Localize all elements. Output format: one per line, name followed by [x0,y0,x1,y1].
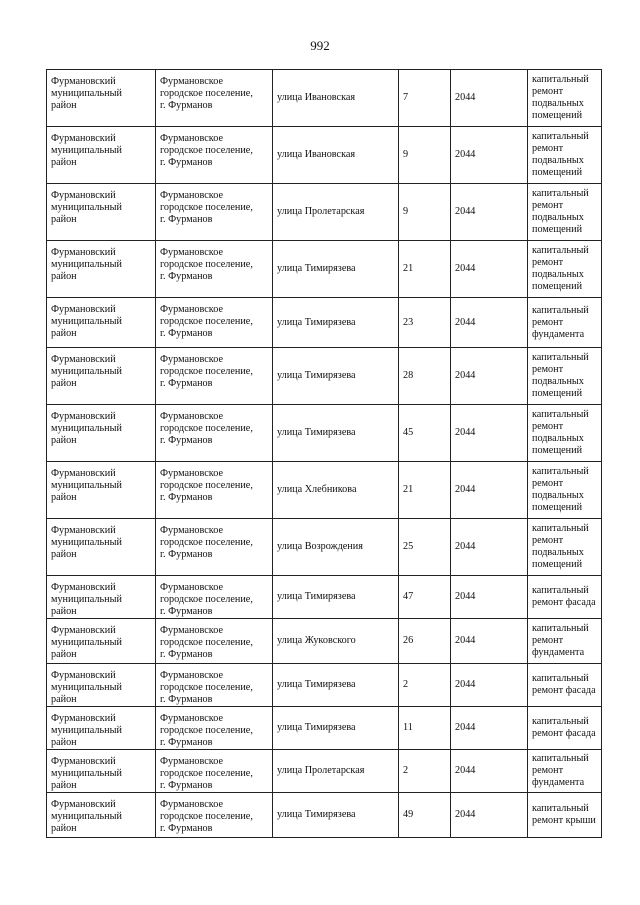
cell-settlement-text: Фурмановское городское поселение, г. Фурманов [160,713,253,748]
cell-settlement [156,707,273,750]
cell-house-number-text: 47 [403,591,414,602]
cell-settlement [156,519,273,576]
cell-street [273,405,399,462]
cell-street-text: улица Тимирязева [277,427,356,438]
cell-year [451,70,528,127]
cell-repair-type-text: капитальный ремонт подвальных помещений [532,74,589,121]
cell-house-number [399,348,451,405]
cell-settlement [156,462,273,519]
cell-settlement [156,750,273,793]
cell-year [451,793,528,838]
cell-district-text: Фурмановский муниципальный район [51,713,122,748]
cell-year-text: 2044 [455,263,476,274]
cell-house-number-text: 9 [403,149,409,160]
cell-street [273,619,399,664]
cell-district [47,462,156,519]
cell-repair-type-text: капитальный ремонт подвальных помещений [532,131,589,178]
table-row [47,184,602,241]
cell-settlement-text: Фурмановское городское поселение, г. Фурманов [160,247,253,282]
cell-settlement [156,664,273,707]
cell-house-number-text: 2 [403,765,409,776]
cell-district-text: Фурмановский муниципальный район [51,468,122,503]
cell-repair-type [528,707,602,750]
cell-year [451,576,528,619]
cell-repair-type-text: капитальный ремонт подвальных помещений [532,409,589,456]
cell-repair-type [528,619,602,664]
cell-street-text: улица Тимирязева [277,591,356,602]
cell-year [451,519,528,576]
cell-repair-type-text: капитальный ремонт фасада [532,673,596,696]
cell-settlement-text: Фурмановское городское поселение, г. Фурманов [160,468,253,503]
cell-house-number [399,184,451,241]
cell-settlement [156,405,273,462]
cell-repair-type [528,70,602,127]
cell-district [47,405,156,462]
cell-street [273,793,399,838]
cell-year [451,184,528,241]
cell-year [451,462,528,519]
cell-street-text: улица Ивановская [277,92,356,103]
cell-district [47,241,156,298]
cell-year-text: 2044 [455,92,476,103]
cell-settlement-text: Фурмановское городское поселение, г. Фурманов [160,76,253,111]
cell-repair-type-text: капитальный ремонт фундамента [532,304,589,340]
table-row [47,707,602,750]
cell-district-text: Фурмановский муниципальный район [51,670,122,705]
cell-repair-type [528,184,602,241]
cell-district [47,576,156,619]
cell-year [451,298,528,348]
cell-street-text: улица Хлебникова [277,484,357,495]
cell-district-text: Фурмановский муниципальный район [51,76,122,111]
cell-house-number-text: 26 [403,635,414,646]
cell-district-text: Фурмановский муниципальный район [51,190,122,225]
cell-house-number-text: 21 [403,484,414,495]
table-row [47,241,602,298]
cell-settlement-text: Фурмановское городское поселение, г. Фурманов [160,525,253,560]
cell-repair-type-text: капитальный ремонт подвальных помещений [532,245,589,292]
cell-house-number-text: 49 [403,809,414,820]
table-row [47,298,602,348]
cell-district-text: Фурмановский муниципальный район [51,354,122,389]
cell-house-number [399,576,451,619]
cell-district-text: Фурмановский муниципальный район [51,799,122,834]
cell-street-text: улица Возрождения [277,541,363,552]
cell-house-number [399,70,451,127]
cell-settlement-text: Фурмановское городское поселение, г. Фурманов [160,625,253,660]
cell-district-text: Фурмановский муниципальный район [51,525,122,560]
cell-house-number [399,298,451,348]
cell-district [47,127,156,184]
cell-settlement-text: Фурмановское городское поселение, г. Фурманов [160,670,253,705]
cell-district-text: Фурмановский муниципальный район [51,582,122,617]
cell-house-number-text: 9 [403,206,409,217]
cell-repair-type-text: капитальный ремонт фундамента [532,623,589,658]
cell-street-text: улица Тимирязева [277,722,356,733]
cell-year-text: 2044 [455,591,476,602]
cell-district [47,707,156,750]
cell-repair-type [528,664,602,707]
cell-house-number-text: 2 [403,679,409,690]
cell-district [47,750,156,793]
table-row [47,127,602,184]
cell-repair-type [528,298,602,348]
cell-district [47,348,156,405]
repair-schedule-table [46,69,602,838]
cell-year [451,707,528,750]
cell-district-text: Фурмановский муниципальный район [51,756,122,791]
cell-repair-type-text: капитальный ремонт подвальных помещений [532,523,589,570]
cell-street-text: улица Тимирязева [277,679,356,690]
table-body [47,70,602,838]
cell-repair-type [528,750,602,793]
cell-year-text: 2044 [455,679,476,690]
cell-year-text: 2044 [455,316,476,328]
cell-year-text: 2044 [455,541,476,552]
cell-street [273,241,399,298]
cell-house-number [399,664,451,707]
cell-street-text: улица Тимирязева [277,316,356,328]
cell-repair-type-text: капитальный ремонт фасада [532,585,596,608]
cell-house-number [399,707,451,750]
cell-district-text: Фурмановский муниципальный район [51,247,122,282]
cell-repair-type [528,127,602,184]
cell-street-text: улица Жуковского [277,635,356,646]
cell-repair-type [528,793,602,838]
cell-street [273,184,399,241]
table-row [47,793,602,838]
cell-repair-type-text: капитальный ремонт подвальных помещений [532,466,589,513]
cell-house-number-text: 45 [403,427,414,438]
cell-street [273,298,399,348]
cell-house-number [399,405,451,462]
cell-house-number [399,462,451,519]
cell-district [47,298,156,348]
cell-district [47,70,156,127]
table-row [47,619,602,664]
cell-street-text: улица Пролетарская [277,206,365,217]
cell-street-text: улица Тимирязева [277,370,356,381]
cell-house-number-text: 28 [403,370,414,381]
cell-year-text: 2044 [455,484,476,495]
cell-settlement-text: Фурмановское городское поселение, г. Фурманов [160,190,253,225]
cell-street [273,519,399,576]
cell-street [273,127,399,184]
cell-repair-type [528,576,602,619]
cell-year-text: 2044 [455,722,476,733]
cell-house-number [399,793,451,838]
table-row [47,70,602,127]
cell-house-number-text: 7 [403,92,409,103]
cell-year [451,241,528,298]
cell-street-text: улица Пролетарская [277,765,365,776]
table-row [47,462,602,519]
cell-repair-type [528,405,602,462]
cell-district [47,184,156,241]
cell-street-text: улица Ивановская [277,149,356,160]
table-row [47,405,602,462]
cell-house-number [399,750,451,793]
cell-street [273,576,399,619]
cell-year [451,127,528,184]
cell-house-number [399,241,451,298]
cell-repair-type-text: капитальный ремонт подвальных помещений [532,188,589,235]
cell-repair-type-text: капитальный ремонт крыши [532,803,596,826]
cell-house-number [399,619,451,664]
cell-house-number [399,127,451,184]
cell-street-text: улица Тимирязева [277,263,356,274]
cell-street [273,70,399,127]
cell-district-text: Фурмановский муниципальный район [51,411,122,446]
cell-settlement-text: Фурмановское городское поселение, г. Фурманов [160,133,253,168]
cell-repair-type [528,519,602,576]
cell-year-text: 2044 [455,765,476,776]
cell-repair-type [528,241,602,298]
table-row [47,348,602,405]
cell-year-text: 2044 [455,809,476,820]
cell-year-text: 2044 [455,635,476,646]
cell-house-number-text: 23 [403,316,414,328]
cell-house-number-text: 21 [403,263,414,274]
cell-street [273,462,399,519]
cell-district-text: Фурмановский муниципальный район [51,625,122,660]
cell-settlement [156,184,273,241]
cell-house-number-text: 11 [403,722,413,733]
cell-settlement [156,127,273,184]
cell-house-number-text: 25 [403,541,414,552]
cell-settlement-text: Фурмановское городское поселение, г. Фурманов [160,799,253,834]
cell-street [273,348,399,405]
cell-repair-type [528,348,602,405]
cell-year [451,664,528,707]
cell-repair-type-text: капитальный ремонт фасада [532,716,596,739]
cell-street [273,664,399,707]
cell-settlement-text: Фурмановское городское поселение, г. Фурманов [160,411,253,446]
cell-street-text: улица Тимирязева [277,809,356,820]
cell-district [47,793,156,838]
cell-district [47,664,156,707]
table-row [47,750,602,793]
cell-district-text: Фурмановский муниципальный район [51,133,122,168]
cell-year-text: 2044 [455,206,476,217]
cell-settlement [156,348,273,405]
cell-district [47,619,156,664]
cell-district [47,519,156,576]
cell-settlement-text: Фурмановское городское поселение, г. Фурманов [160,304,253,339]
table-row [47,664,602,707]
cell-year-text: 2044 [455,370,476,381]
cell-settlement-text: Фурмановское городское поселение, г. Фурманов [160,582,253,617]
cell-year [451,348,528,405]
cell-settlement-text: Фурмановское городское поселение, г. Фурманов [160,756,253,791]
cell-street [273,707,399,750]
cell-settlement [156,619,273,664]
cell-settlement [156,241,273,298]
cell-year-text: 2044 [455,149,476,160]
table-row [47,519,602,576]
cell-settlement [156,298,273,348]
cell-street [273,750,399,793]
cell-year [451,619,528,664]
cell-year [451,750,528,793]
cell-year-text: 2044 [455,427,476,438]
cell-district-text: Фурмановский муниципальный район [51,304,122,339]
cell-settlement-text: Фурмановское городское поселение, г. Фурманов [160,354,253,389]
cell-repair-type [528,462,602,519]
cell-settlement [156,70,273,127]
cell-settlement [156,793,273,838]
table-row [47,576,602,619]
cell-year [451,405,528,462]
page-number: 992 [310,38,330,53]
cell-repair-type-text: капитальный ремонт подвальных помещений [532,352,589,399]
cell-repair-type-text: капитальный ремонт фундамента [532,753,589,788]
cell-settlement [156,576,273,619]
cell-house-number [399,519,451,576]
